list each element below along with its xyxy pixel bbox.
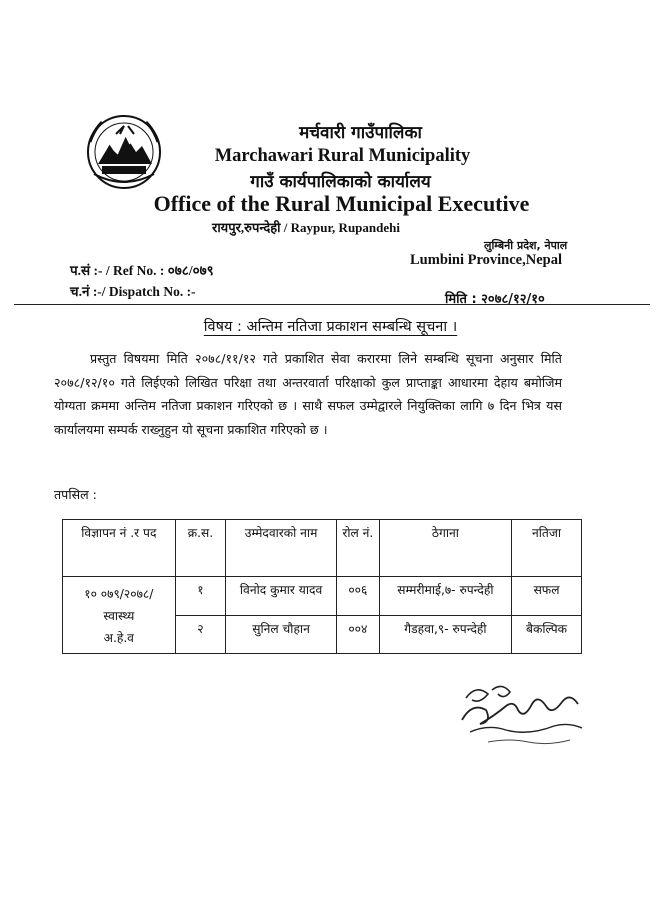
office-name-english: Office of the Rural Municipal Executive bbox=[153, 191, 530, 216]
col-header-result: नतिजा bbox=[512, 520, 582, 577]
results-table bbox=[62, 519, 582, 654]
dispatch-number: च.नं :-/ Dispatch No. :- bbox=[70, 284, 196, 299]
advertisement-cell bbox=[63, 577, 176, 654]
candidate-cell: सुनिल चौहान bbox=[226, 615, 337, 654]
result-cell: सफल bbox=[512, 577, 582, 616]
roll-cell: ००६ bbox=[336, 577, 379, 616]
roll-cell: ००४ bbox=[336, 615, 379, 654]
col-header-roll: रोल नं. bbox=[336, 520, 379, 577]
municipality-name-nepali: मर्चवारी गाउँपालिका bbox=[299, 123, 422, 143]
col-header-serial: क्र.स. bbox=[175, 520, 226, 577]
candidate-cell: विनोद कुमार यादव bbox=[226, 577, 337, 616]
letter-date: मिति : २०७८/१२/१० bbox=[445, 292, 545, 307]
table-row bbox=[63, 577, 582, 616]
province-nepali: लुम्बिनी प्रदेश, नेपाल bbox=[484, 239, 568, 252]
serial-cell: २ bbox=[175, 615, 226, 654]
col-header-advertisement: विज्ञापन नं .र पद bbox=[63, 520, 176, 577]
details-label: तपसिल : bbox=[54, 487, 97, 502]
signature bbox=[458, 680, 588, 750]
office-name-nepali: गाउँ कार्यपालिकाको कार्यालय bbox=[250, 172, 431, 192]
header-divider bbox=[14, 304, 650, 305]
office-address: रायपुर,रुपन्देही / Raypur, Rupandehi bbox=[212, 220, 400, 235]
subject-line bbox=[0, 316, 661, 336]
municipality-name-english: Marchawari Rural Municipality bbox=[214, 146, 471, 166]
post-name: अ.हे.व bbox=[103, 631, 134, 645]
advertisement-number: १० ०७९/२०७८/ bbox=[84, 587, 154, 601]
col-header-candidate: उम्मेदवारको नाम bbox=[226, 520, 337, 577]
address-cell: सम्मरीमाई,७- रुपन्देही bbox=[379, 577, 511, 616]
service-name: स्वास्थ्य bbox=[103, 609, 135, 623]
col-header-address: ठेगाना bbox=[379, 520, 511, 577]
result-cell: बैकल्पिक bbox=[512, 615, 582, 654]
address-cell: गैडहवा,९- रुपन्देही bbox=[379, 615, 511, 654]
reference-number: प.सं :- / Ref No. : ०७८/०७९ bbox=[70, 263, 214, 278]
province-english: Lumbini Province,Nepal bbox=[410, 252, 562, 268]
serial-cell: १ bbox=[175, 577, 226, 616]
notice-body: प्रस्तुत विषयमा मिति २०७८/११/१२ गते प्रकाशित सेवा करारमा लिने सम्बन्धि सूचना अनुसार मिति २०७८/१२/१० गते लिईएको लिखित परिक्षा तथा अन्तरवार्ता परिक्षाको कुल प्राप्ताङ्का आधारमा देहाय बमोजिम योग्यता क्रममा अन्तिम नतिजा प्रकाशन गरिएको छ । साथै सफल उम्मेद्वारले नियुक्तिका लागि ७ दिन भित्र यस कार्यालयमा सम्पर्क राख्नुहुन यो सूचना प्रकाशित गरिएको छ । bbox=[54, 351, 562, 437]
subject-text: विषय : अन्तिम नतिजा प्रकाशन सम्बन्धि सूचना । bbox=[203, 319, 458, 335]
table-header-row bbox=[63, 520, 582, 577]
